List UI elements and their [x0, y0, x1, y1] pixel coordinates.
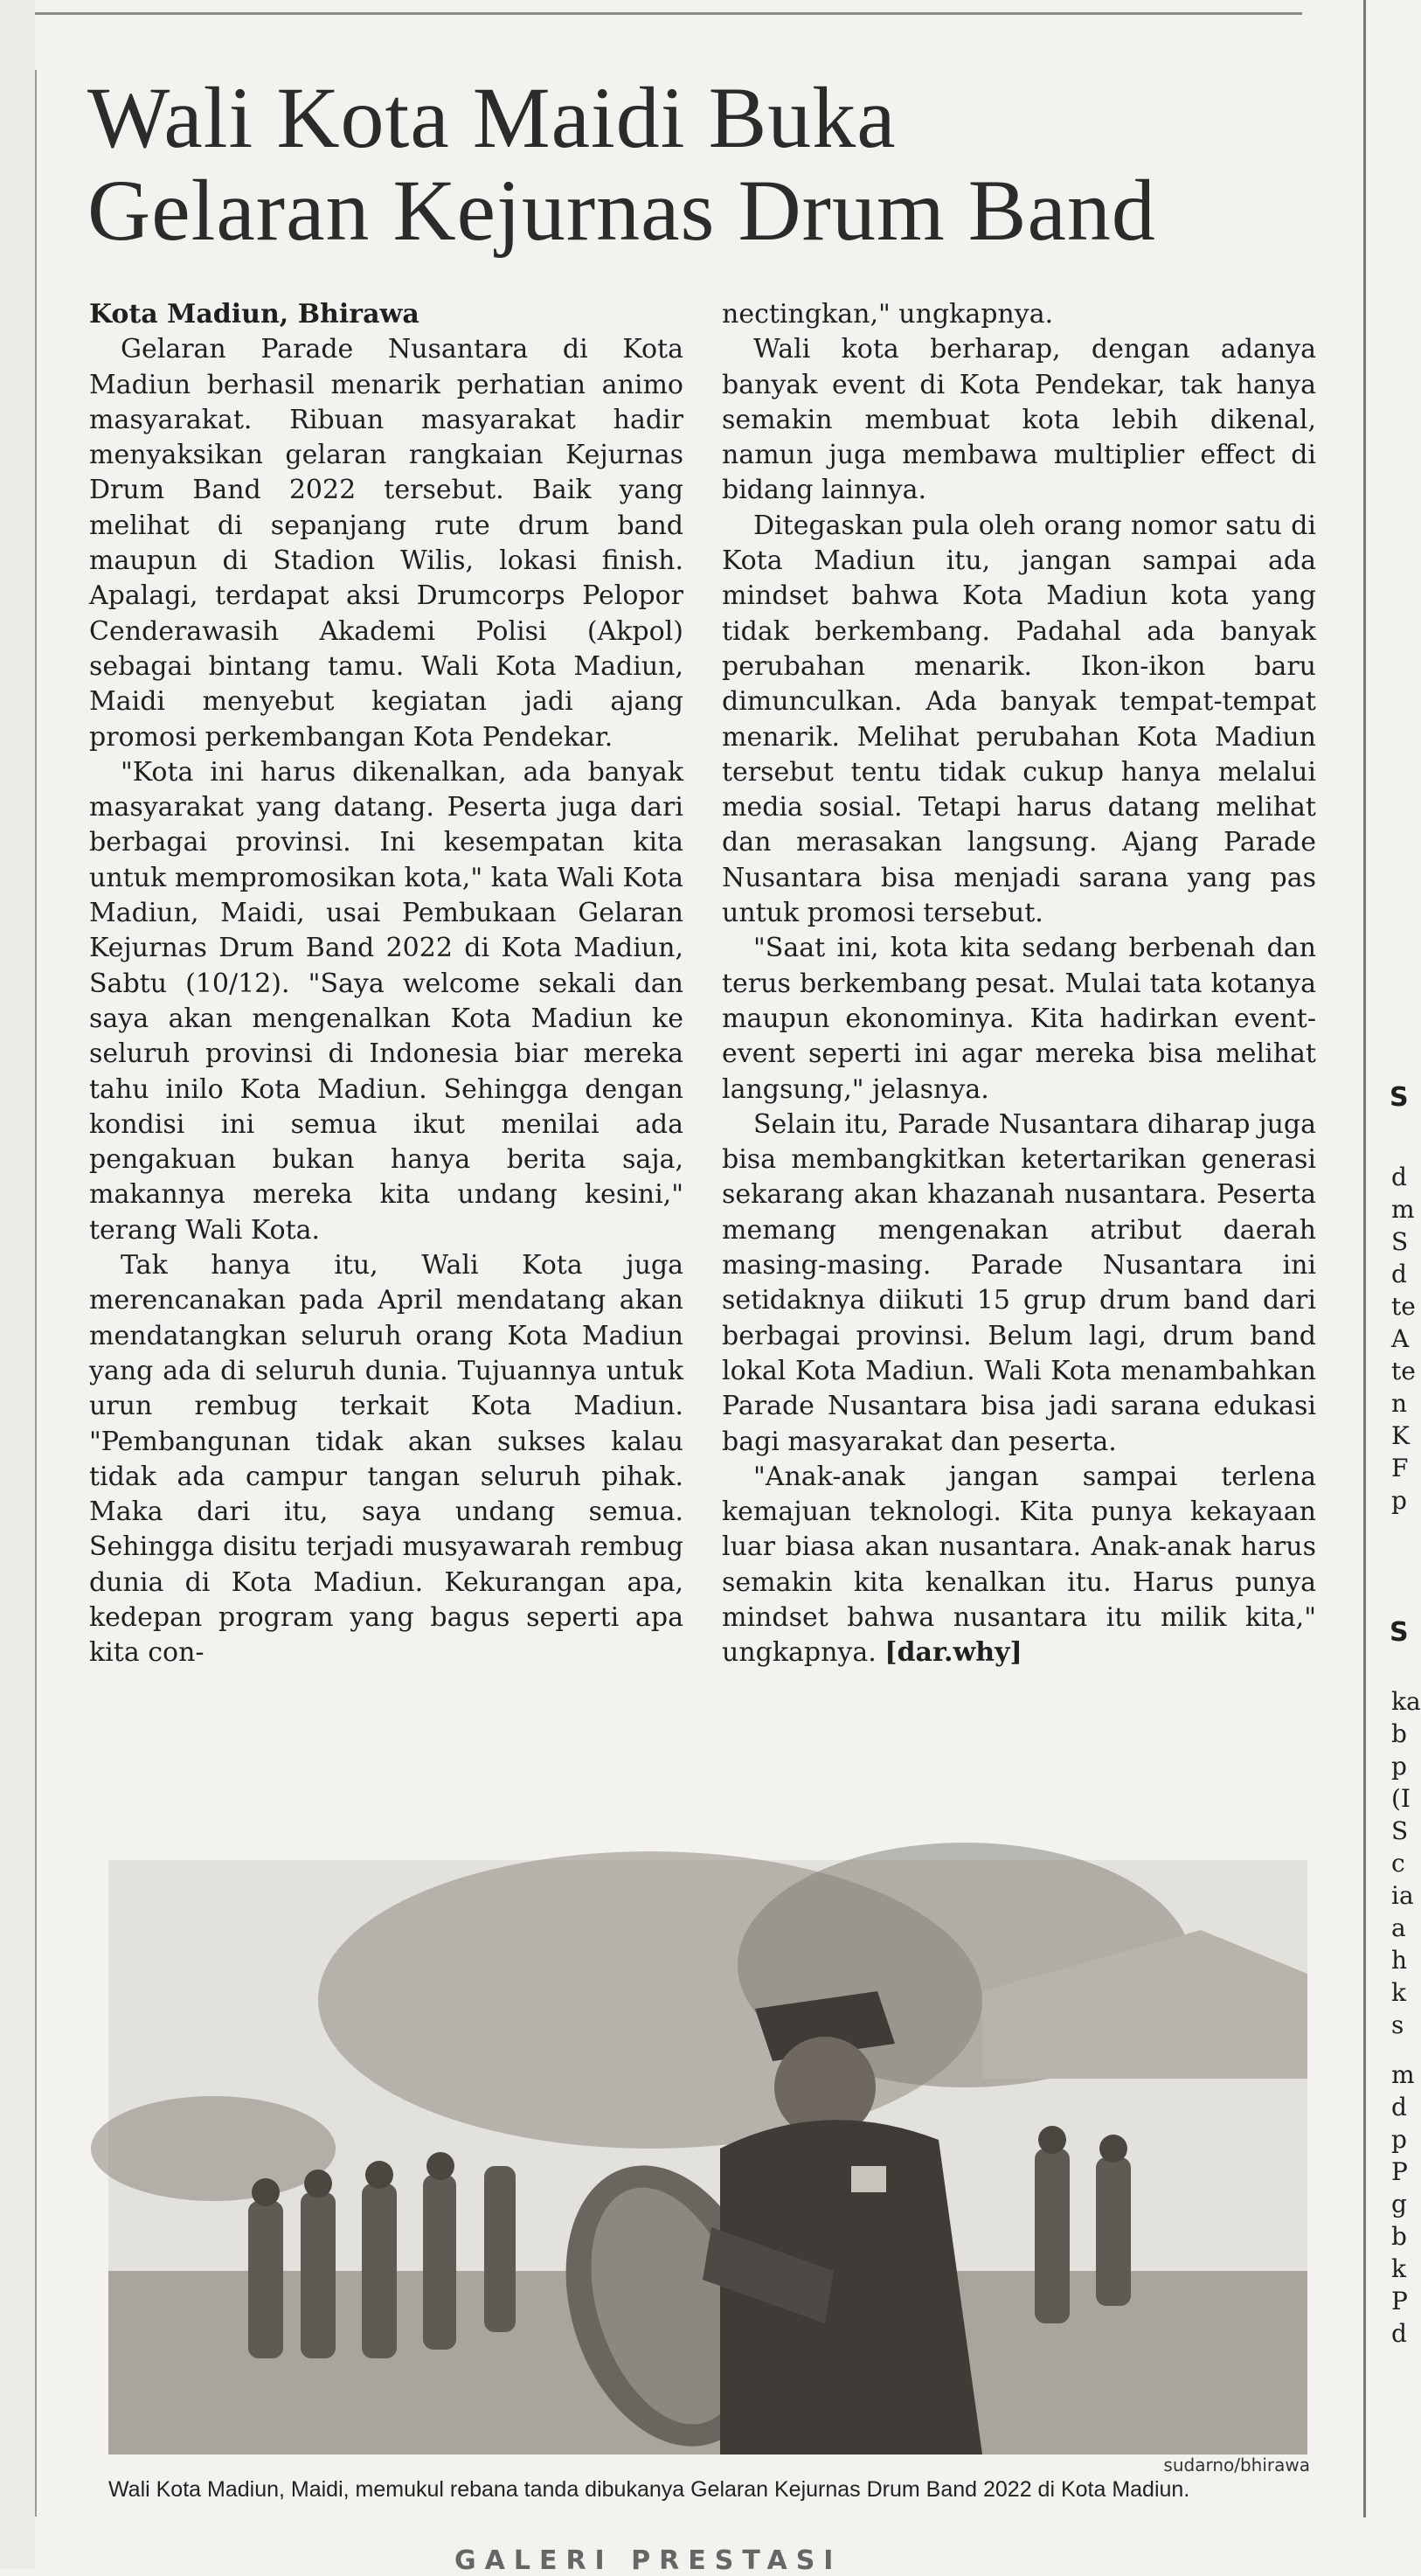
fragment-letter: te [1391, 1357, 1416, 1385]
adjacent-subheading-2: S [1390, 1617, 1409, 1648]
fragment-letter: P [1391, 2287, 1408, 2316]
fragment-letter: g [1391, 2190, 1407, 2218]
fragment-letter: F [1391, 1454, 1409, 1482]
fragment-letter: b [1391, 2222, 1407, 2251]
fragment-letter: a [1391, 1913, 1406, 1942]
paragraph-continuation: nectingkan," ungkapnya. [722, 299, 1054, 330]
bottom-section-strip: GALERI PRESTASI [454, 2545, 842, 2576]
fragment-letter: b [1391, 1719, 1407, 1748]
fragment-letter: p [1391, 1486, 1407, 1515]
paragraph-7: Selain itu, Parade Nusantara diharap juga bisa membangkitkan ketertarikan generasi sekarang akan khazanah nusantara. Peserta memang mengenakan atribut daerah masing-masing. Parade Nusantara ini setidaknya diikuti 15 grup drum band dari berbagai provinsi. Belum lagi, drum band lokal Kota Madiun. Wali Kota menambahkan Parade Nusantara bisa jadi sarana edukasi bagi masyarakat dan peserta. [722, 1108, 1316, 1457]
paragraph-5: Ditegaskan pula oleh orang nomor satu di Kota Madiun itu, jangan sampai ada mindset bahwa Kota Madiun kota yang tidak berkembang. Padahal ada banyak perubahan menarik. Ikon-ikon baru dimunculkan. Ada banyak tempat-tempat menarik. Melihat perubahan Kota Madiun tersebut tentu tidak cukup hanya melalui media sosial. Tetapi harus datang melihat dan merasakan langsung. Ajang Parade Nusantara bisa menjadi sarana yang pas untuk promosi tersebut. [722, 510, 1316, 929]
article-column-right [722, 297, 1316, 1671]
photo-caption: Wali Kota Madiun, Maidi, memukul rebana tanda dibukanya Gelaran Kejurnas Drum Band 2022 di Kota Madiun. [108, 2477, 1190, 2502]
photo-credit: sudarno/bhirawa [1163, 2454, 1310, 2475]
fragment-letter: p [1391, 1752, 1407, 1781]
fragment-letter: P [1391, 2157, 1408, 2186]
paragraph-8 [722, 1460, 1316, 1671]
paragraph-2: "Kota ini harus dikenalkan, ada banyak masyarakat yang datang. Peserta juga dari berbagai provinsi. Ini kesempatan kita untuk mempromosikan kota," kata Wali Kota Madiun, Maidi, usai Pembukaan Gelaran Kejurnas Drum Band 2022 di Kota Madiun, Sabtu (10/12). "Saya welcome sekali dan saya akan mengenalkan Kota Madiun ke seluruh provinsi di Indonesia biar mereka tahu inilo Kota Madiun. Sehingga dengan kondisi ini semua ikut menilai ada pengakuan bukan hanya berita saja, makannya mereka kita undang kesini," terang Wali Kota. [89, 756, 683, 1246]
fragment-letter: n [1391, 1389, 1408, 1418]
fragment-letter: d [1391, 2093, 1407, 2121]
fragment-letter: k [1391, 2254, 1406, 2283]
fragment-letter: (I [1391, 1784, 1411, 1813]
paragraph-4: Wali kota berharap, dengan adanya banyak event di Kota Pendekar, tak hanya semakin membuat kota lebih dikenal, namun juga membawa multiplier effect di bidang lainnya. [722, 334, 1316, 506]
paragraph-6: "Saat ini, kota kita sedang berbenah dan terus berkembang pesat. Mulai tata kotanya maupun ekonominya. Kita hadirkan event-event seperti ini agar mereka bisa melihat langsung," jelasnya. [722, 933, 1316, 1105]
fragment-letter: p [1391, 2125, 1407, 2154]
photo-illustration [108, 1860, 1307, 2454]
fragment-letter: s [1391, 2010, 1404, 2039]
fragment-letter: m [1391, 1195, 1415, 1224]
headline [87, 69, 1328, 259]
news-photo [108, 1860, 1307, 2454]
fragment-letter: K [1391, 1421, 1410, 1450]
fragment-letter: ka [1391, 1687, 1421, 1716]
final-quote: "Anak-anak jangan sampai terlena kemajuan teknologi. Kita punya kekayaan luar biasa akan nusantara. Anak-anak harus semakin kita kenalkan itu. Harus punya mindset bahwa nusantara itu milik kita," ungkapnya. [722, 1461, 1316, 1669]
fragment-letter: S [1391, 1816, 1409, 1845]
adjacent-article-fragment [1370, 1058, 1421, 2544]
fragment-letter: d [1391, 1260, 1407, 1288]
article-column-left [89, 297, 683, 1671]
fragment-letter: ia [1391, 1881, 1414, 1910]
fragment-letter: m [1391, 2060, 1415, 2089]
left-page-margin [0, 0, 35, 2569]
fragment-letter: S [1391, 1227, 1409, 1256]
dateline: Kota Madiun, Bhirawa [89, 299, 419, 330]
fragment-letter: A [1391, 1324, 1410, 1353]
fragment-letter: d [1391, 1163, 1407, 1191]
fragment-letter: h [1391, 1946, 1408, 1975]
fragment-letter: c [1391, 1849, 1405, 1878]
fragment-letter: k [1391, 1978, 1406, 2007]
article-body [89, 297, 1316, 1836]
author-signature: [dar.why] [884, 1637, 1022, 1669]
fragment-letter: te [1391, 1292, 1416, 1321]
paragraph-1: Gelaran Parade Nusantara di Kota Madiun berhasil menarik perhatian animo masyarakat. Ribuan masyarakat hadir menyaksikan gelaran rangkaian Kejurnas Drum Band 2022 tersebut. Baik yang melihat di sepanjang rute drum band maupun di Stadion Wilis, lokasi finish. Apalagi, terdapat aksi Drumcorps Pelopor Cenderawasih Akademi Polisi (Akpol) sebagai bintang tamu. Wali Kota Madiun, Maidi menyebut kegiatan jadi ajang promosi perkembangan Kota Pendekar. [89, 334, 683, 753]
adjacent-subheading-1: S [1390, 1082, 1409, 1113]
headline-line-2: Gelaran Kejurnas Drum Band [87, 162, 1156, 259]
paragraph-3: Tak hanya itu, Wali Kota juga merencanakan pada April mendatang akan mendatangkan seluruh orang Kota Madiun yang ada di seluruh dunia. Tujuannya untuk urun rembug terkait Kota Madiun. "Pembangunan tidak akan sukses kalau tidak ada campur tangan seluruh pihak. Maka dari itu, saya undang semua. Sehingga disitu terjadi musyawarah rembug dunia di Kota Madiun. Kekurangan apa, kedepan program yang bagus seperti apa kita con- [89, 1250, 683, 1669]
headline-line-1: Wali Kota Maidi Buka [87, 69, 897, 166]
fragment-letter: d [1391, 2319, 1407, 2348]
